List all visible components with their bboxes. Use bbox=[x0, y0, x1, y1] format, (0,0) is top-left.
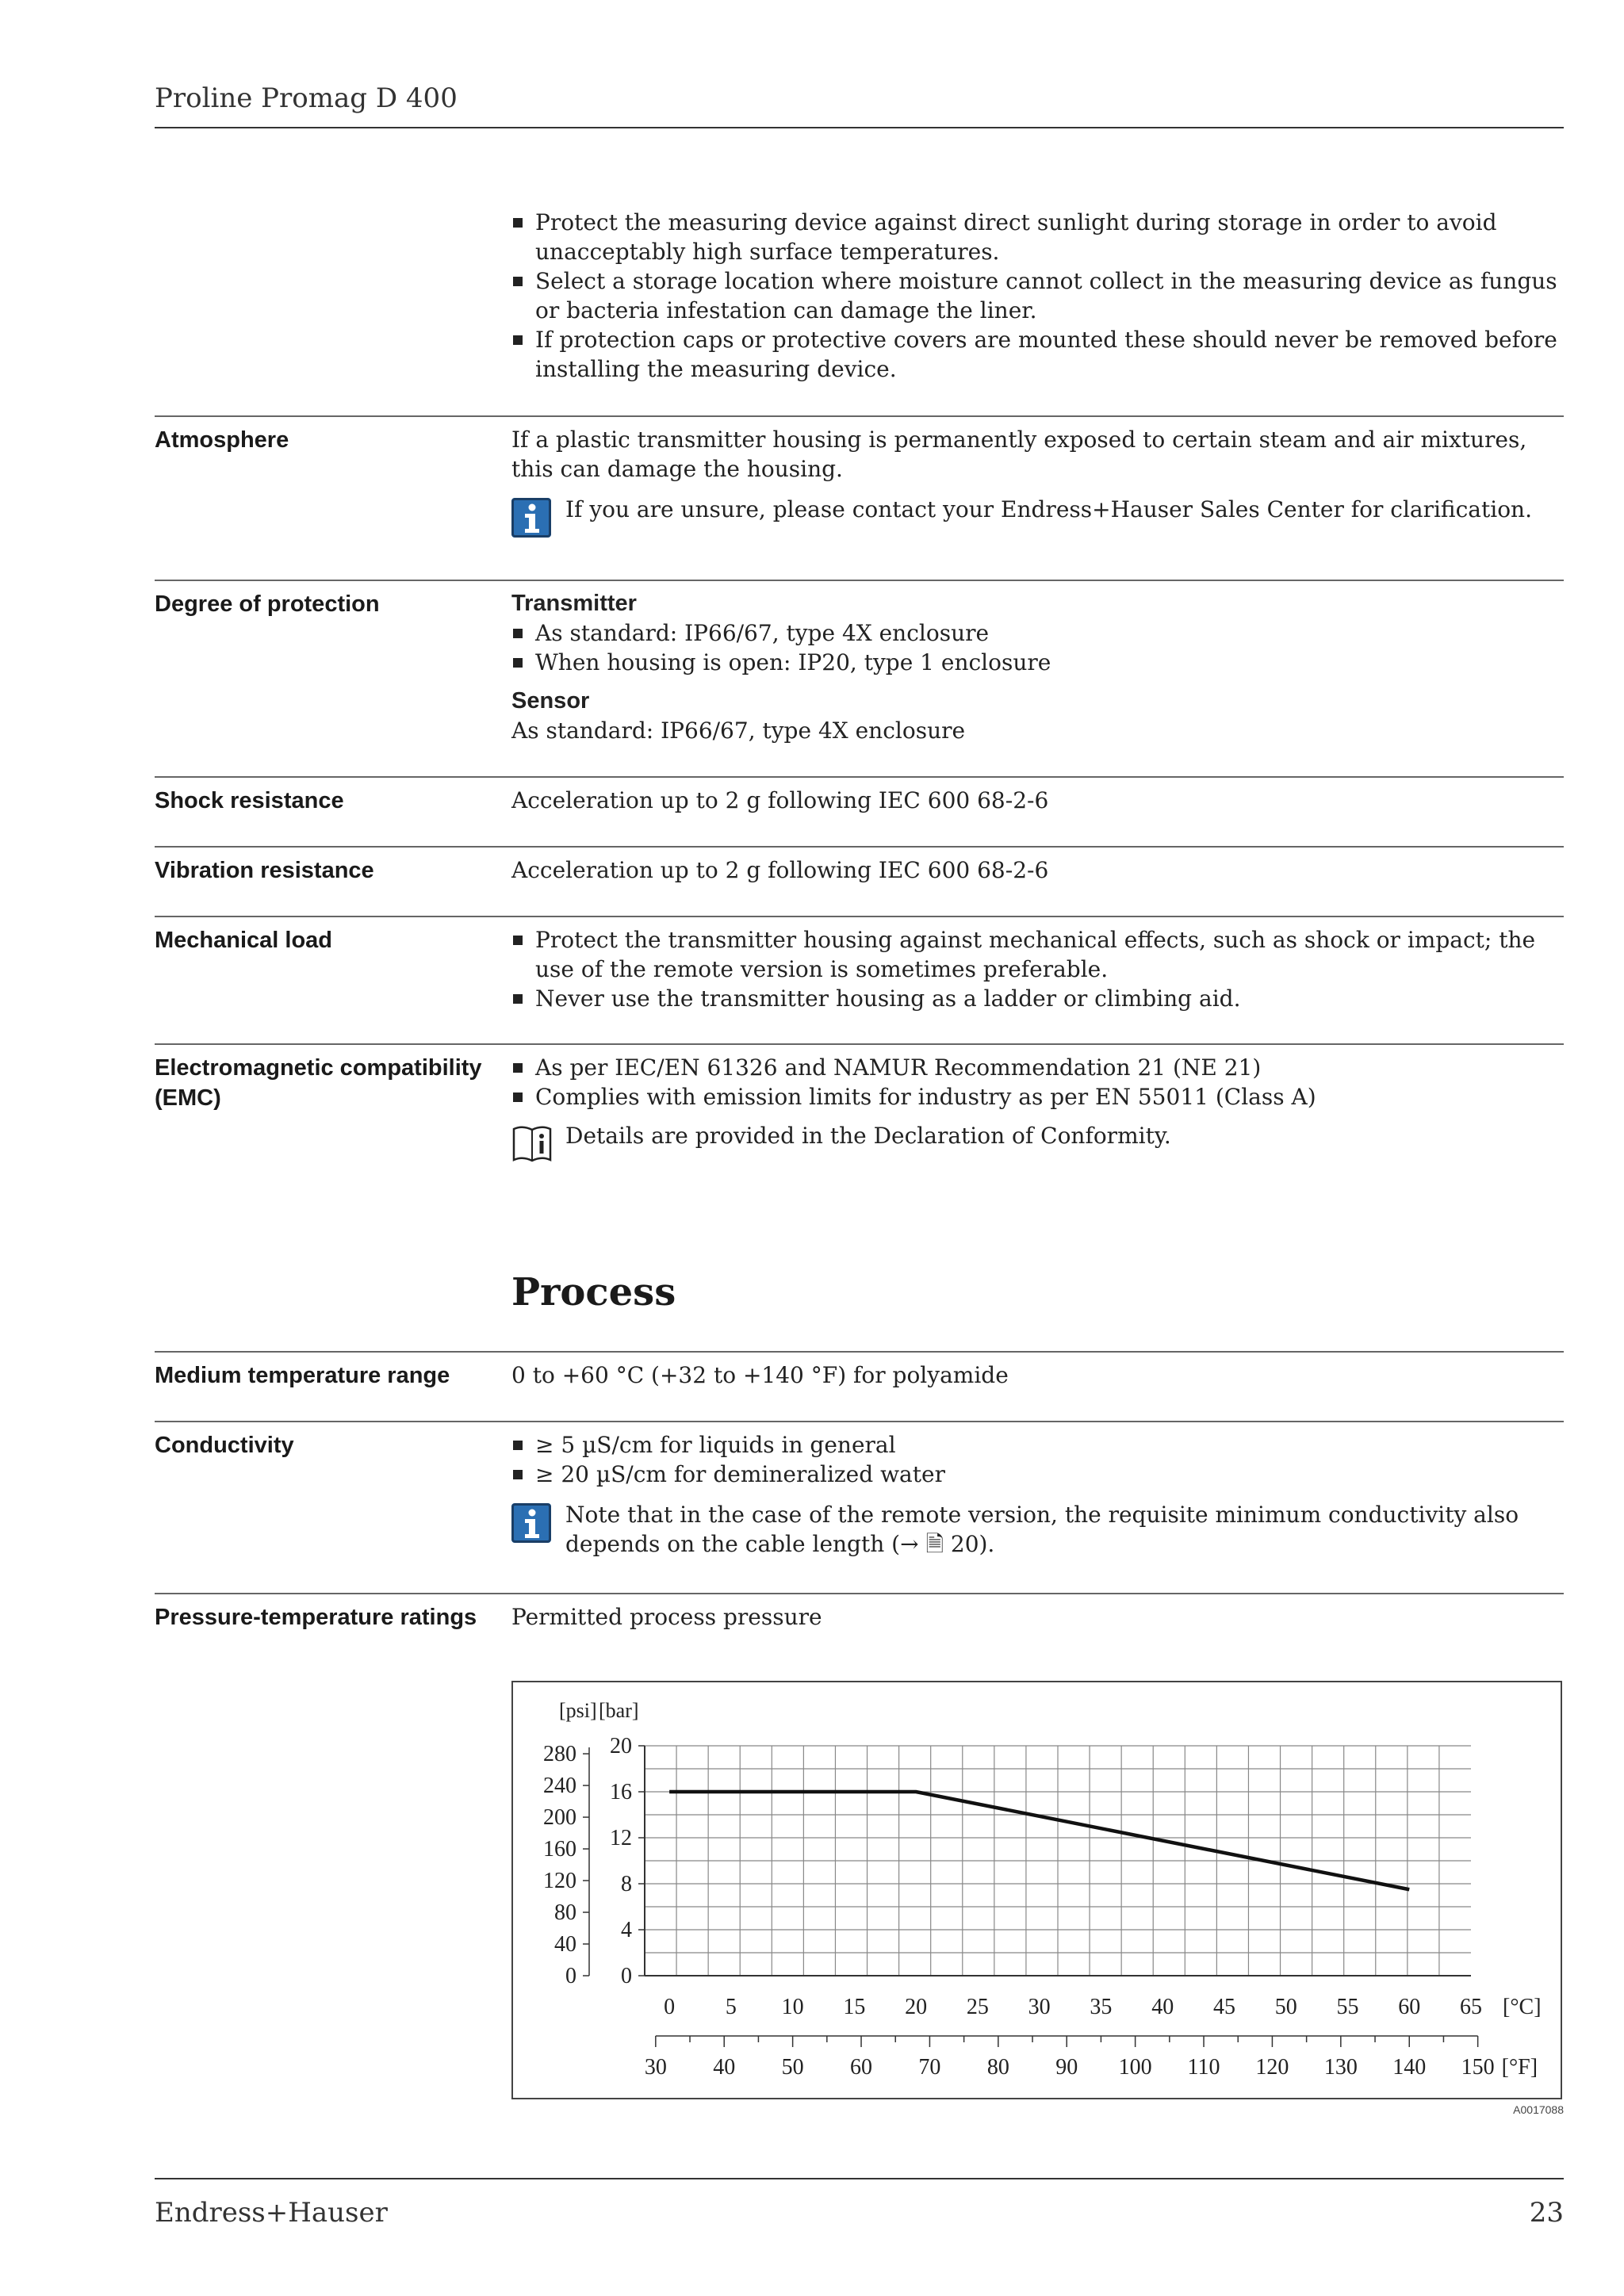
list-item: As per IEC/EN 61326 and NAMUR Recommendation 21 (NE 21) bbox=[511, 1053, 1564, 1082]
x-tick-label: 55 bbox=[1336, 1995, 1359, 2019]
y2-tick-label: 280 bbox=[543, 1742, 576, 1767]
x2-tick-label: 30 bbox=[644, 2055, 667, 2080]
vibration-section bbox=[155, 846, 1564, 883]
series-line-permitted-pressure bbox=[669, 1792, 1409, 1889]
info-icon bbox=[511, 1503, 551, 1543]
y-tick-label: 4 bbox=[621, 1918, 632, 1942]
emc-label bbox=[155, 1053, 496, 1113]
mechanical-section bbox=[155, 916, 1564, 1012]
x2-tick-label: 40 bbox=[713, 2055, 736, 2080]
shock-text: Acceleration up to 2 g following IEC 600 68-2-6 bbox=[511, 787, 1049, 813]
x-tick-label: 35 bbox=[1090, 1995, 1113, 2019]
y-unit-label: [bar] bbox=[599, 1699, 639, 1722]
x2-tick-label: 110 bbox=[1187, 2055, 1220, 2080]
x2-tick-label: 80 bbox=[986, 2055, 1009, 2080]
x-unit-label: [°C] bbox=[1503, 1995, 1542, 2019]
x-tick-label: 50 bbox=[1274, 1995, 1297, 2019]
process-heading: Process bbox=[511, 1270, 676, 1314]
conductivity-label: Conductivity bbox=[155, 1433, 294, 1458]
book-icon bbox=[511, 1123, 553, 1164]
pressure-text: Permitted process pressure bbox=[511, 1604, 822, 1630]
storage-list bbox=[511, 208, 1564, 384]
conductivity-note bbox=[565, 1500, 1564, 1559]
x-tick-label: 0 bbox=[664, 1995, 676, 2019]
medium-temp-label: Medium temperature range bbox=[155, 1363, 450, 1388]
x-tick-label: 25 bbox=[966, 1995, 989, 2019]
medium-temp-section bbox=[155, 1351, 1564, 1388]
page-header bbox=[155, 82, 1564, 128]
list-item: ≥ 5 µS/cm for liquids in general bbox=[511, 1430, 1564, 1460]
x-tick-label: 30 bbox=[1028, 1995, 1051, 2019]
x-tick-label: 20 bbox=[905, 1995, 928, 2019]
x2-tick-label: 90 bbox=[1055, 2055, 1078, 2080]
sensor-heading: Sensor bbox=[511, 688, 590, 714]
x-tick-label: 10 bbox=[781, 1995, 804, 2019]
atmosphere-section bbox=[155, 415, 1564, 522]
y2-tick-label: 120 bbox=[543, 1869, 576, 1894]
list-item: Protect the measuring device against direct sunlight during storage in order to avoid unacceptably high surface temperatures. bbox=[511, 208, 1564, 266]
info-note bbox=[511, 1500, 1564, 1559]
atmosphere-note: If you are unsure, please contact your Endress+Hauser Sales Center for clarification. bbox=[565, 496, 1532, 522]
x2-unit-label: [°F] bbox=[1501, 2055, 1538, 2080]
y2-tick-label: 240 bbox=[543, 1774, 576, 1799]
reference-note bbox=[511, 1121, 1564, 1150]
atmosphere-text: If a plastic transmitter housing is permanently exposed to certain steam and air mixtures, this can damage the housing. bbox=[511, 427, 1527, 482]
y2-unit-label: [psi] bbox=[559, 1699, 597, 1722]
protection-label: Degree of protection bbox=[155, 591, 380, 617]
x-tick-label: 15 bbox=[843, 1995, 866, 2019]
pressure-section bbox=[155, 1593, 1564, 1630]
y2-tick-label: 40 bbox=[554, 1932, 576, 1957]
x-tick-label: 65 bbox=[1460, 1995, 1482, 2019]
info-icon bbox=[511, 498, 551, 538]
transmitter-heading: Transmitter bbox=[511, 591, 637, 616]
y-tick-label: 20 bbox=[610, 1734, 632, 1758]
emc-label-line2: (EMC) bbox=[155, 1085, 221, 1111]
x2-tick-label: 50 bbox=[781, 2055, 804, 2080]
x-tick-label: 45 bbox=[1212, 1995, 1235, 2019]
list-item: Protect the transmitter housing against mechanical effects, such as shock or impact; the use of the remote version is sometimes preferable. bbox=[511, 925, 1564, 984]
figure-id: A0017088 bbox=[1513, 2103, 1564, 2116]
info-note bbox=[511, 495, 1564, 524]
list-item: Never use the transmitter housing as a ladder or climbing aid. bbox=[511, 984, 1564, 1013]
emc-section bbox=[155, 1043, 1564, 1149]
x2-tick-label: 70 bbox=[918, 2055, 941, 2080]
x2-tick-label: 130 bbox=[1323, 2055, 1358, 2080]
x2-tick-label: 140 bbox=[1392, 2055, 1427, 2080]
x2-tick-label: 60 bbox=[850, 2055, 873, 2080]
y2-tick-label: 200 bbox=[543, 1805, 576, 1831]
shock-section bbox=[155, 776, 1564, 813]
emc-label-line1: Electromagnetic compatibility bbox=[155, 1055, 482, 1081]
list-item: As standard: IP66/67, type 4X enclosure bbox=[511, 618, 1564, 648]
list-item: When housing is open: IP20, type 1 enclosure bbox=[511, 648, 1564, 677]
vibration-text: Acceleration up to 2 g following IEC 600 68-2-6 bbox=[511, 857, 1049, 883]
shock-label: Shock resistance bbox=[155, 788, 344, 813]
x-tick-label: 60 bbox=[1398, 1995, 1421, 2019]
x2-tick-label: 120 bbox=[1255, 2055, 1289, 2080]
conductivity-section bbox=[155, 1421, 1564, 1557]
medium-temp-text: 0 to +60 °C (+32 to +140 °F) for polyamide bbox=[511, 1362, 1009, 1388]
y-tick-label: 16 bbox=[610, 1780, 632, 1804]
pressure-temperature-chart bbox=[511, 1681, 1562, 2099]
list-item: Complies with emission limits for industry as per EN 55011 (Class A) bbox=[511, 1082, 1564, 1112]
mechanical-label: Mechanical load bbox=[155, 928, 333, 953]
protection-section bbox=[155, 580, 1564, 744]
x-tick-label: 40 bbox=[1151, 1995, 1174, 2019]
x2-tick-label: 150 bbox=[1461, 2055, 1495, 2080]
y2-tick-label: 160 bbox=[543, 1837, 576, 1862]
x-tick-label: 5 bbox=[725, 1995, 737, 2019]
y-tick-label: 8 bbox=[621, 1872, 632, 1896]
footer-brand: Endress+Hauser bbox=[155, 2197, 388, 2229]
list-item: Select a storage location where moisture cannot collect in the measuring device as fungus or bacteria infestation can damage the liner. bbox=[511, 266, 1564, 325]
vibration-label: Vibration resistance bbox=[155, 858, 374, 883]
y2-tick-label: 0 bbox=[565, 1964, 576, 1988]
page-footer bbox=[155, 2178, 1564, 2229]
list-item: ≥ 20 µS/cm for demineralized water bbox=[511, 1460, 1564, 1489]
list-item: If protection caps or protective covers are mounted these should never be removed before installing the measuring device. bbox=[511, 325, 1564, 384]
document-title: Proline Promag D 400 bbox=[155, 82, 458, 114]
sensor-text: As standard: IP66/67, type 4X enclosure bbox=[511, 718, 966, 744]
y-tick-label: 0 bbox=[621, 1964, 632, 1988]
pressure-label: Pressure-temperature ratings bbox=[155, 1605, 477, 1630]
chart-svg bbox=[513, 1682, 1561, 2098]
emc-note: Details are provided in the Declaration of Conformity. bbox=[565, 1123, 1171, 1149]
page-number: 23 bbox=[1529, 2197, 1564, 2229]
atmosphere-label: Atmosphere bbox=[155, 427, 289, 453]
conductivity-note-text: Note that in the case of the remote version, the requisite minimum conductivity also depends on the cable length (→ bbox=[565, 1502, 1519, 1557]
x2-tick-label: 100 bbox=[1118, 2055, 1152, 2080]
y-tick-label: 12 bbox=[610, 1826, 632, 1850]
page-ref-icon: 🗎 bbox=[925, 1531, 944, 1557]
y2-tick-label: 80 bbox=[554, 1900, 576, 1926]
conductivity-note-ref: 20). bbox=[950, 1531, 995, 1557]
